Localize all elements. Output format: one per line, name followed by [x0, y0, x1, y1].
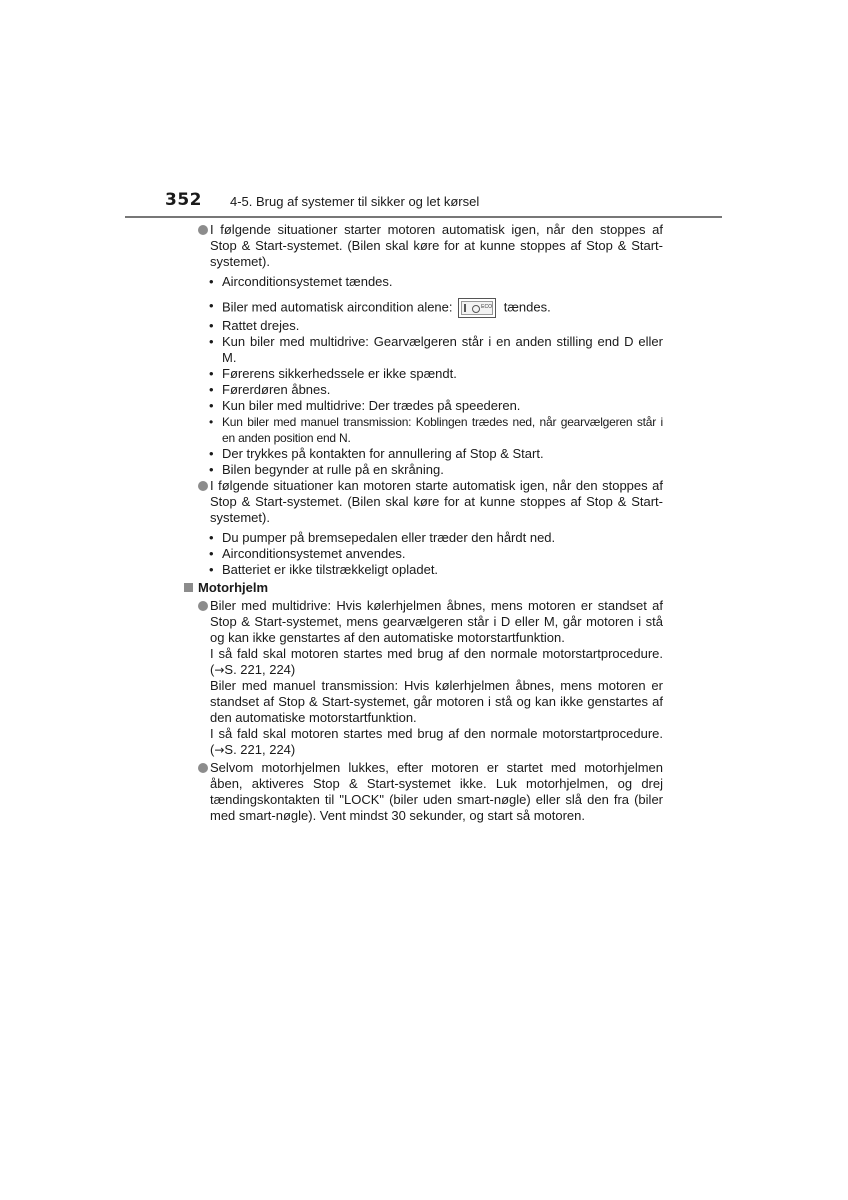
page-header [165, 190, 722, 218]
list-item: • Førerdøren åbnes. [209, 382, 331, 397]
square-marker-icon [184, 583, 193, 592]
list-item: • Kun biler med manuel transmission: Koblingen trædes ned, når gearvælgeren står i en anden position end N. [209, 415, 663, 445]
bullet-icon: • [209, 366, 214, 381]
bullet-icon: • [209, 546, 214, 561]
list-item: • Biler med automatisk aircondition alene: ECO tændes. [197, 298, 663, 318]
motorhjelm-heading: Motorhjelm [184, 580, 663, 596]
section-title: 4-5. Brug af systemer til sikker og let kørsel [230, 194, 480, 209]
bullet-icon: • [209, 462, 214, 477]
bullet-icon: • [209, 562, 214, 577]
possible-restart-intro: I følgende situationer kan motoren starte automatisk igen, når den stoppes af Stop & Start-systemet. (Bilen skal køre for at kunne stoppes af Stop & Start-systemet). [210, 478, 663, 525]
bullet-icon: • [209, 334, 214, 349]
bullet-icon: • [209, 318, 214, 333]
arrow-icon: → [214, 663, 225, 677]
bullet-icon: • [209, 398, 214, 413]
round-bullet-icon [198, 763, 208, 773]
list-item: • Airconditionsystemet tændes. [209, 274, 393, 289]
round-bullet-icon [198, 481, 208, 491]
list-item: • Kun biler med multidrive: Gearvælgeren står i en anden stilling end D eller M. [209, 334, 663, 365]
bullet-icon: • [209, 298, 214, 313]
list-item: • Batteriet er ikke tilstrækkeligt opladet. [209, 562, 439, 577]
bullet-icon: • [209, 382, 214, 397]
auto-restart-paragraph [197, 222, 663, 270]
aircon-button-icon: ECO [458, 298, 496, 318]
auto-restart-list [197, 274, 663, 478]
bullet-icon: • [209, 274, 214, 289]
list-item: • Førerens sikkerhedssele er ikke spændt. [209, 366, 457, 381]
page-number: 352 [165, 190, 202, 210]
list-item: • Kun biler med multidrive: Der trædes på speederen. [209, 398, 521, 413]
list-item: • Rattet drejes. [209, 318, 300, 333]
round-bullet-icon [198, 601, 208, 611]
bullet-icon: • [209, 415, 214, 429]
auto-restart-intro: I følgende situationer starter motoren automatisk igen, når den stoppes af Stop & Start-systemet. (Bilen skal køre for at kunne stoppes af Stop & Start-systemet). [210, 222, 663, 269]
list-item: • Der trykkes på kontakten for annullering af Stop & Start. [209, 446, 544, 461]
list-item: • Bilen begynder at rulle på en skråning. [209, 462, 444, 477]
arrow-icon: → [214, 743, 225, 757]
possible-restart-paragraph [197, 478, 663, 526]
list-item: • Airconditionsystemet anvendes. [209, 546, 406, 561]
bullet-icon: • [209, 530, 214, 545]
possible-restart-list [197, 530, 663, 578]
header-divider [125, 216, 722, 218]
round-bullet-icon [198, 225, 208, 235]
list-item: • Du pumper på bremsepedalen eller træder den hårdt ned. [209, 530, 556, 545]
motorhjelm-paragraph-2: Selvom motorhjelmen lukkes, efter motoren er startet med motorhjelmen åben, aktiveres Stop & Start-systemet ikke. Luk motorhjelmen, og drej tændingskontakten til "LOCK" (biler uden smart-nøgle) eller slå den fra (biler med smart-nøgle). Vent mindst 30 sekunder, og start så motoren. [197, 760, 663, 824]
motorhjelm-paragraph-1: Biler med multidrive: Hvis kølerhjelmen åbnes, mens motoren er standset af Stop & Start-systemet, mens gearvælgeren står i D eller M, går motoren i stå og kan ikke genstartes af den automatiske motorstartfunktion. I så fald skal motoren startes med brug af den normale motorstartprocedure. (→S. 221, 224) Biler med manuel transmission: Hvis kølerhjelmen åbnes, mens motoren er standset af Stop & Start-systemet, går motoren i stå og kan ikke genstartes af den automatiske motorstartfunktion. I så fald skal motoren startes med brug af den normale motorstartprocedure. (→S. 221, 224) [197, 598, 663, 758]
bullet-icon: • [209, 446, 214, 461]
page-content [197, 222, 663, 824]
